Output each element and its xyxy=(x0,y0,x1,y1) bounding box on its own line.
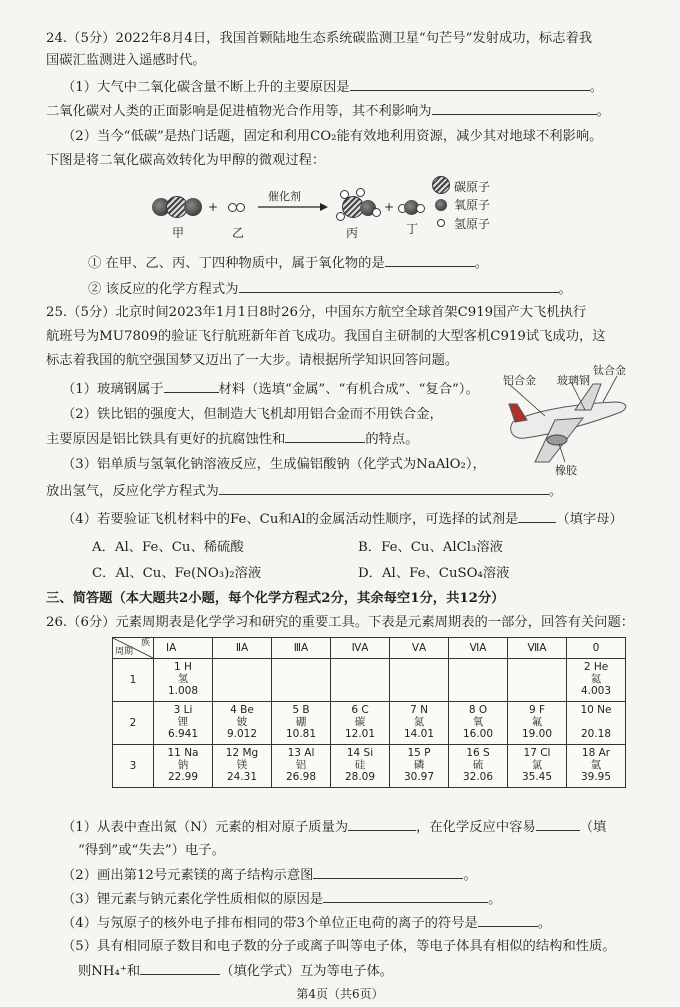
element-cell xyxy=(449,745,508,788)
periodic-table xyxy=(112,637,626,788)
element-cell xyxy=(567,702,626,745)
group-header: ⅤA xyxy=(390,638,449,659)
answer-blank[interactable] xyxy=(518,510,556,523)
q25-line2: 航班号为MU7809的验证飞行航班新年首飞成功。我国自主研制的大型客机C919试飞成功，这 xyxy=(46,329,606,344)
label-ding: 丁 xyxy=(406,222,419,236)
empty-cell xyxy=(449,659,508,702)
q24-sub1-text: ① 在甲、乙、丙、丁四种物质中，属于氧化物的是 xyxy=(88,256,385,271)
empty-cell xyxy=(272,659,331,702)
label-aluminum-alloy: 铝合金 xyxy=(503,374,536,387)
q24-sub2: ② 该反应的化学方程式为 。 xyxy=(88,282,572,297)
element-cell xyxy=(331,745,390,788)
q24-part2: （2）当今“低碳”是热门话题，固定和利用CO₂能有效地利用资源，减少其对地球不利影响。 xyxy=(62,129,603,144)
element-mass: 28.09 xyxy=(344,771,376,783)
element-cell xyxy=(213,745,272,788)
element-cell xyxy=(508,702,567,745)
element-symbol: 18 Ar xyxy=(581,747,611,759)
oxygen-atom xyxy=(184,198,202,216)
carbon-atom-legend-icon xyxy=(432,176,450,194)
element-symbol: 13 Al xyxy=(287,747,315,759)
q25-part1 xyxy=(62,380,479,399)
element-mass: 35.45 xyxy=(521,771,553,783)
q26-part1-text: （1）从表中查出氮（N）元素的相对原子质量为 xyxy=(62,820,349,835)
q25-part2b xyxy=(46,430,419,449)
q25-part3b: 放出氢气，反应化学方程式为 。 xyxy=(46,484,563,499)
element-mass: 10.81 xyxy=(285,728,317,740)
hydrogen-atom xyxy=(416,204,425,213)
element-mass: 9.012 xyxy=(226,728,258,740)
element-name: 镁 xyxy=(236,759,248,771)
q26-part1c-text: （填 xyxy=(579,820,607,835)
section-heading: 三、简答题（本大题共2小题，每个化学方程式2分，其余每空1分，共12分） xyxy=(46,591,505,606)
element-symbol: 16 S xyxy=(466,747,490,759)
group-header: ⅢA xyxy=(272,638,331,659)
answer-blank[interactable] xyxy=(313,866,463,879)
plus-sign: + xyxy=(208,200,219,214)
element-mass: 39.95 xyxy=(580,771,612,783)
q26-part1b-text: ，在化学反应中容易 xyxy=(416,820,536,835)
element-name: 氟 xyxy=(531,716,543,728)
q26-part4: （4）与氖原子的核外电子排布相同的带3个单位正电荷的离子的符号是 。 xyxy=(62,916,552,931)
empty-cell xyxy=(331,659,390,702)
empty-cell xyxy=(390,659,449,702)
element-name: 锂 xyxy=(177,716,189,728)
element-mass: 14.01 xyxy=(403,728,435,740)
period-number: 2 xyxy=(113,702,154,745)
element-name: 氧 xyxy=(472,716,484,728)
q26-part3-text: （3）锂元素与钠元素化学性质相似的原因是 xyxy=(62,892,324,907)
answer-blank[interactable] xyxy=(285,430,365,443)
element-cell xyxy=(390,702,449,745)
table-corner xyxy=(113,638,154,659)
element-cell xyxy=(213,702,272,745)
period-row xyxy=(113,745,626,788)
group-header: 0 xyxy=(567,638,626,659)
element-symbol: 9 F xyxy=(528,704,546,716)
q24-line2: 国碳汇监测进入遥感时代。 xyxy=(46,53,206,68)
hydrogen-atom xyxy=(236,203,245,212)
q25-line3: 标志着我国的航空强国梦又迈出了一大步。请根据所学知识回答问题。 xyxy=(46,353,459,368)
corner-period-label: 周期 xyxy=(115,647,134,657)
q26-part5b-text: 则NH₄⁺和 xyxy=(78,964,141,979)
empty-cell xyxy=(213,659,272,702)
q24-sub1: ① 在甲、乙、丙、丁四种物质中，属于氧化物的是 。 xyxy=(88,256,489,271)
element-mass: 1.008 xyxy=(167,685,199,697)
element-name: 氯 xyxy=(531,759,543,771)
q26-part5b xyxy=(78,962,393,981)
q26-part2-text: （2）画出第12号元素镁的离子结构示意图 xyxy=(62,868,314,883)
q24-part1: （1）大气中二氧化碳含量不断上升的主要原因是 。 xyxy=(62,80,603,95)
element-cell xyxy=(390,745,449,788)
element-name: 碳 xyxy=(354,716,366,728)
element-mass: 20.18 xyxy=(580,728,612,740)
element-cell xyxy=(508,745,567,788)
element-symbol: 17 Cl xyxy=(523,747,551,759)
label-titanium-alloy: 钛合金 xyxy=(593,364,626,377)
element-symbol: 12 Mg xyxy=(225,747,259,759)
q25-line1: 25.（5分）北京时间2023年1月1日8时26分，中国东方航空全球首架C919国产大飞机执行 xyxy=(46,305,587,320)
element-mass: 32.06 xyxy=(462,771,494,783)
q26-part1d: “得到”或“失去”）电子。 xyxy=(78,843,225,858)
element-symbol: 1 H xyxy=(174,661,192,673)
element-name: 铝 xyxy=(295,759,307,771)
empty-cell xyxy=(508,659,567,702)
element-symbol: 8 O xyxy=(468,704,488,716)
answer-blank[interactable] xyxy=(348,818,416,831)
q24-line1: 24.（5分）2022年8月4日，我国首颗陆地生态系统碳监测卫星“句芒号”发射成功，标志着我 xyxy=(46,31,593,46)
element-mass: 24.31 xyxy=(226,771,258,783)
option-c[interactable]: C．Al、Cu、Fe(NO₃)₂溶液 xyxy=(92,566,262,581)
element-name: 氦 xyxy=(590,673,602,685)
element-name: 铍 xyxy=(236,716,248,728)
label-rubber: 橡胶 xyxy=(555,464,577,477)
option-a[interactable]: A．Al、Fe、Cu、稀硫酸 xyxy=(92,540,244,555)
hydrogen-atom xyxy=(336,212,345,221)
q25-part2: （2）铁比铝的强度大，但制造大飞机却用铝合金而不用铁合金， xyxy=(62,407,443,422)
element-symbol: 11 Na xyxy=(167,747,199,759)
label-jia: 甲 xyxy=(172,226,185,240)
answer-blank[interactable] xyxy=(140,962,220,975)
element-mass: 12.01 xyxy=(344,728,376,740)
q26-part2: （2）画出第12号元素镁的离子结构示意图 。 xyxy=(62,868,477,883)
q26-part5c-text: （填化学式）互为等电子体。 xyxy=(220,964,394,979)
element-symbol: 15 P xyxy=(407,747,431,759)
element-cell xyxy=(567,659,626,702)
answer-blank[interactable] xyxy=(239,280,559,293)
q25-part4 xyxy=(62,510,623,529)
element-name: 氢 xyxy=(177,673,189,685)
option-b[interactable]: B．Fe、Cu、AlCl₃溶液 xyxy=(358,540,503,555)
group-header: ⅠA xyxy=(154,638,213,659)
answer-blank[interactable] xyxy=(164,380,219,393)
element-symbol: 6 C xyxy=(351,704,369,716)
answer-blank[interactable] xyxy=(350,78,590,91)
legend-carbon: 碳原子 xyxy=(454,180,491,194)
q25-part1-text: （1）玻璃钢属于 xyxy=(62,382,164,397)
element-mass: 6.941 xyxy=(167,728,199,740)
q25-part3: （3）铝单质与氢氧化钠溶液反应，生成偏铝酸钠（化学式为NaAlO₂）， xyxy=(62,457,486,472)
element-cell xyxy=(567,745,626,788)
group-header: ⅡA xyxy=(213,638,272,659)
element-symbol: 3 Li xyxy=(173,704,193,716)
group-header: ⅦA xyxy=(508,638,567,659)
legend-oxygen: 氧原子 xyxy=(454,198,491,212)
element-cell xyxy=(154,745,213,788)
reaction-diagram xyxy=(150,180,550,240)
catalyst-label: 催化剂 xyxy=(268,190,301,203)
element-name: 磷 xyxy=(413,759,425,771)
element-cell xyxy=(272,702,331,745)
element-name: 氩 xyxy=(590,759,602,771)
element-symbol: 10 Ne xyxy=(580,704,612,716)
element-mass: 19.00 xyxy=(521,728,553,740)
q24-part1b: 二氧化碳对人类的正面影响是促进植物光合作用等，其不利影响为 。 xyxy=(46,104,610,119)
hydrogen-atom xyxy=(356,188,365,197)
answer-blank[interactable] xyxy=(323,890,488,903)
element-symbol: 7 N xyxy=(410,704,428,716)
group-header: ⅣA xyxy=(331,638,390,659)
element-symbol: 4 Be xyxy=(230,704,254,716)
period-number: 1 xyxy=(113,659,154,702)
period-row xyxy=(113,702,626,745)
answer-blank[interactable] xyxy=(219,482,549,495)
element-name: 硼 xyxy=(295,716,307,728)
period-number: 3 xyxy=(113,745,154,788)
element-mass: 22.99 xyxy=(167,771,199,783)
q25-part2c-text: 的特点。 xyxy=(365,432,419,447)
legend-hydrogen: 氢原子 xyxy=(454,217,491,231)
label-fiberglass: 玻璃钢 xyxy=(557,374,590,387)
option-d[interactable]: D．Al、Fe、CuSO₄溶液 xyxy=(358,566,510,581)
q25-part3b-text: 放出氢气，反应化学方程式为 xyxy=(46,484,219,499)
q26-line1: 26.（6分）元素周期表是化学学习和研究的重要工具。下表是元素周期表的一部分，回答有关问题： xyxy=(46,615,635,630)
answer-blank[interactable] xyxy=(478,914,538,927)
answer-blank[interactable] xyxy=(536,818,580,831)
element-name: 氮 xyxy=(413,716,425,728)
q25-part4b-text: （填字母） xyxy=(556,512,623,527)
answer-blank[interactable] xyxy=(385,254,475,267)
q26-part1 xyxy=(62,818,606,837)
element-mass: 4.003 xyxy=(580,685,612,697)
element-mass: 16.00 xyxy=(462,728,494,740)
q24-part1b-text: 二氧化碳对人类的正面影响是促进植物光合作用等，其不利影响为 xyxy=(46,104,432,119)
q26-part5: （5）具有相同原子数目和电子数的分子或离子叫等电子体，等电子体具有相似的结构和性质。 xyxy=(62,939,616,954)
q24-sub2-text: ② 该反应的化学方程式为 xyxy=(88,282,239,297)
q24-part2b: 下图是将二氧化碳高效转化为甲醇的微观过程： xyxy=(46,153,326,168)
element-symbol: 5 B xyxy=(292,704,310,716)
label-yi: 乙 xyxy=(232,226,245,240)
oxygen-atom-legend-icon xyxy=(435,199,447,211)
reaction-arrow xyxy=(258,202,328,212)
q26-part3: （3）锂元素与钠元素化学性质相似的原因是 。 xyxy=(62,892,502,907)
hydrogen-atom xyxy=(372,208,381,217)
corner-group-label: 族 xyxy=(140,638,150,648)
group-header: ⅥA xyxy=(449,638,508,659)
hydrogen-atom-legend-icon xyxy=(437,219,445,227)
element-cell xyxy=(154,702,213,745)
element-cell xyxy=(331,702,390,745)
label-bing: 丙 xyxy=(346,226,359,240)
q25-part1b-text: 材料（选填“金属”、“有机合成”、“复合”）。 xyxy=(218,382,479,397)
element-name: 硫 xyxy=(472,759,484,771)
element-name: 钠 xyxy=(177,759,189,771)
q25-part4-text: （4）若要验证飞机材料中的Fe、Cu和Al的金属活动性顺序，可选择的试剂是 xyxy=(62,512,519,527)
element-symbol: 14 Si xyxy=(346,747,374,759)
period-row xyxy=(113,659,626,702)
element-cell xyxy=(449,702,508,745)
answer-blank[interactable] xyxy=(432,102,597,115)
c919-airplane-image xyxy=(505,362,635,482)
element-mass: 30.97 xyxy=(403,771,435,783)
element-symbol: 2 He xyxy=(583,661,609,673)
q24-part1-text: （1）大气中二氧化碳含量不断上升的主要原因是 xyxy=(62,80,350,95)
q25-part2b-text: 主要原因是铝比铁具有更好的抗腐蚀性和 xyxy=(46,432,286,447)
q26-part4-text: （4）与氖原子的核外电子排布相同的带3个单位正电荷的离子的符号是 xyxy=(62,916,478,931)
page-footer: 第4页（共6页） xyxy=(296,987,384,1001)
element-cell xyxy=(154,659,213,702)
element-mass: 26.98 xyxy=(285,771,317,783)
plus-sign: + xyxy=(384,200,395,214)
element-name: 硅 xyxy=(354,759,366,771)
element-cell xyxy=(272,745,331,788)
